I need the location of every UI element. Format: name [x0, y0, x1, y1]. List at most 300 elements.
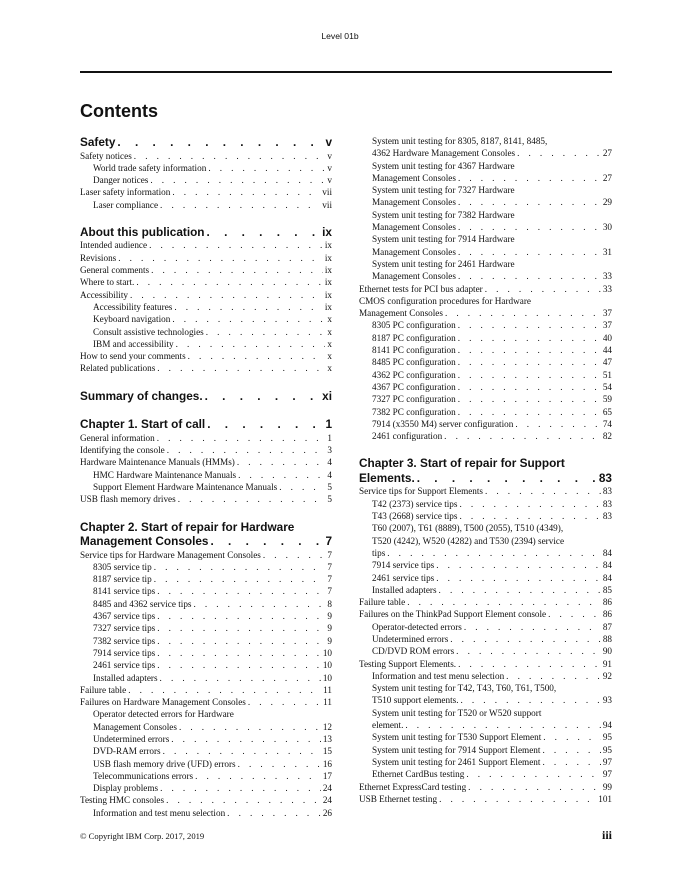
toc-page-number: 15 [322, 746, 332, 757]
toc-page-number: vii [322, 187, 332, 198]
toc-entry-text: 8305 PC configuration [372, 320, 456, 331]
toc-entry-text: IBM and accessibility [93, 338, 174, 349]
toc-entry-text: System unit testing for 7914 Support Element [372, 744, 541, 755]
dot-leader [261, 549, 326, 561]
toc-page-number: 8 [327, 598, 332, 609]
toc-entry[interactable] [80, 696, 332, 708]
toc-entry[interactable] [359, 572, 612, 584]
toc-entry-text: System unit testing for 2461 Support Element [372, 756, 541, 767]
toc-entry[interactable] [80, 469, 332, 481]
dot-leader [206, 162, 325, 174]
dot-leader [155, 362, 325, 374]
toc-page-number: 5 [327, 494, 332, 505]
toc-page-number: 85 [602, 584, 612, 595]
toc-heading[interactable] [80, 389, 332, 404]
toc-entry-text: System unit testing for 4367 Hardware [372, 160, 515, 171]
toc-entry-text: Safety notices [80, 150, 132, 161]
toc-page-number: v [325, 135, 332, 149]
toc-page-number: 13 [322, 733, 332, 744]
toc-entry-text: Service tips for Hardware Management Consoles [80, 549, 261, 560]
dot-leader [155, 585, 325, 597]
toc-page-number: 4 [327, 469, 332, 480]
toc-entry[interactable] [359, 731, 612, 743]
toc-column-right [359, 135, 612, 805]
toc-page-number: 10 [322, 647, 332, 658]
toc-entry-text: System unit testing for T530 Support Element [372, 732, 542, 743]
dot-leader [116, 252, 323, 264]
dot-leader [246, 696, 321, 708]
dot-leader [203, 389, 321, 404]
toc-page-number: 97 [602, 769, 612, 780]
toc-page-number: 59 [602, 394, 612, 405]
toc-entry-text: World trade safety information [93, 162, 207, 173]
dot-leader [115, 135, 323, 150]
toc-entry[interactable] [359, 430, 612, 442]
toc-entry-text: Keyboard navigation [93, 314, 171, 325]
dot-leader [456, 381, 601, 393]
dot-leader [456, 332, 601, 344]
toc-entry[interactable] [80, 733, 332, 745]
dot-leader [456, 270, 601, 282]
dot-leader [540, 756, 600, 768]
toc-entry[interactable] [359, 295, 612, 320]
toc-entry-text: 2461 configuration [372, 431, 443, 442]
toc-entry[interactable] [80, 362, 332, 374]
toc-entry-text: Ethernet tests for PCI bus adapter [359, 283, 483, 294]
toc-page-number: 94 [602, 720, 612, 731]
toc-entry-text: System unit testing for 7914 Hardware [372, 234, 515, 245]
toc-page-number: 83 [598, 470, 612, 485]
toc-entry[interactable] [80, 585, 332, 597]
toc-entry-text: 4367 service tips [93, 611, 156, 622]
dot-leader [186, 350, 326, 362]
toc-page-number: 37 [602, 308, 612, 319]
toc-entry-text: Service tips for Support Elements [359, 486, 484, 497]
toc-column-left [80, 135, 332, 819]
toc-page-number: 44 [602, 345, 612, 356]
dot-leader [437, 584, 601, 596]
toc-entry[interactable] [359, 658, 612, 670]
dot-leader [459, 694, 601, 706]
toc-page-number: x [327, 314, 332, 325]
toc-page-number: 27 [602, 148, 612, 159]
toc-entry-text: 7914 (x3550 M4) server configuration [372, 418, 514, 429]
toc-entry-text: Laser safety information [80, 187, 171, 198]
toc-entry[interactable] [359, 319, 612, 331]
toc-page-number: 11 [323, 697, 332, 708]
toc-page-number: 17 [322, 770, 332, 781]
dot-leader [176, 493, 326, 505]
toc-entry-text: 8485 and 4362 service tips [93, 598, 192, 609]
toc-entry-text: How to send your comments [80, 351, 186, 362]
toc-entry-text: 4362 Hardware Management Consoles [372, 148, 516, 159]
dot-leader [149, 264, 323, 276]
toc-entry[interactable] [359, 621, 612, 633]
toc-entry-text: Intended audience [80, 240, 148, 251]
dot-leader [169, 733, 321, 745]
toc-entry[interactable] [359, 406, 612, 418]
toc-page-number: 82 [602, 431, 612, 442]
toc-entry[interactable] [359, 160, 612, 185]
toc-page-number: 51 [602, 369, 612, 380]
toc-page-number: 12 [322, 721, 332, 732]
toc-entry-text: Operator-detected errors [372, 621, 462, 632]
dot-leader [515, 147, 601, 159]
toc-page-number: 84 [602, 572, 612, 583]
toc-entry[interactable] [80, 659, 332, 671]
toc-entry[interactable] [80, 186, 332, 198]
dot-leader [456, 393, 601, 405]
toc-entry-text: T60 (2007), T61 (8889), T500 (2055), T510 (4349), [372, 523, 564, 534]
toc-page-number: 87 [602, 621, 612, 632]
dot-leader [466, 781, 601, 793]
toc-page-number: 7 [325, 534, 332, 549]
toc-page-number: 16 [322, 758, 332, 769]
toc-entry[interactable] [80, 782, 332, 794]
toc-entry[interactable] [359, 369, 612, 381]
toc-page-number: 10 [322, 660, 332, 671]
dot-leader [456, 319, 601, 331]
toc-heading[interactable] [80, 135, 332, 150]
dot-leader [483, 283, 601, 295]
toc-entry-text: Management Consoles [372, 271, 456, 282]
toc-entry[interactable] [359, 682, 612, 707]
page-number: iii [601, 828, 612, 842]
toc-entry-text: System unit testing for T42, T43, T60, T61, T500, [372, 683, 557, 694]
toc-page-number: x [327, 338, 332, 349]
toc-page-number: 9 [327, 611, 332, 622]
toc-page-number: ix [324, 240, 332, 251]
toc-page-number: x [327, 326, 332, 337]
dot-leader [405, 596, 601, 608]
toc-entry-text: Management Consoles [359, 308, 443, 319]
toc-page-number: 40 [602, 332, 612, 343]
page-title: Contents [80, 101, 158, 121]
toc-entry-text: 7327 service tips [93, 623, 156, 634]
toc-entry[interactable] [80, 672, 332, 684]
toc-entry[interactable] [359, 768, 612, 780]
toc-entry[interactable] [80, 174, 332, 186]
toc-entry[interactable] [80, 647, 332, 659]
dot-leader [456, 369, 601, 381]
dot-leader [148, 174, 325, 186]
toc-page-number: v [327, 162, 332, 173]
toc-page-number: 86 [602, 597, 612, 608]
toc-entry-text: System unit testing for T520 or W520 support [372, 707, 542, 718]
toc-entry[interactable] [80, 252, 332, 264]
toc-page-number: ix [322, 224, 332, 239]
toc-entry-text: Management Consoles [372, 246, 456, 257]
toc-entry[interactable] [80, 481, 332, 493]
toc-entry-text: System unit testing for 2461 Hardware [372, 258, 515, 269]
dot-leader [204, 326, 326, 338]
dot-leader [504, 670, 601, 682]
toc-entry-text: Failures on Hardware Management Consoles [80, 697, 246, 708]
dot-leader [540, 744, 600, 756]
toc-page-number: xi [322, 388, 332, 403]
dot-leader [155, 635, 325, 647]
toc-page-number: 3 [327, 445, 332, 456]
toc-entry-text: General comments [80, 265, 150, 276]
dot-leader [170, 313, 325, 325]
toc-entry[interactable] [359, 258, 612, 283]
dot-leader [456, 658, 601, 670]
dot-leader [456, 196, 601, 208]
toc-entry-text: Chapter 2. Start of repair for Hardware [80, 519, 295, 534]
dot-leader [208, 534, 323, 549]
toc-entry-text: Summary of changes. [80, 388, 203, 403]
toc-heading[interactable] [80, 520, 332, 549]
toc-page-number: 27 [602, 172, 612, 183]
toc-entry[interactable] [359, 596, 612, 608]
toc-entry-text: Danger notices [93, 175, 149, 186]
toc-page-number: 4 [327, 457, 332, 468]
dot-leader [448, 633, 601, 645]
toc-page-number: 10 [322, 672, 332, 683]
toc-entry[interactable] [80, 561, 332, 573]
toc-entry[interactable] [80, 622, 332, 634]
toc-entry-text: Safety [80, 135, 116, 149]
toc-page-number: 30 [602, 222, 612, 233]
toc-entry-text: Installed adapters [93, 672, 158, 683]
toc-entry-text: element. [372, 720, 404, 731]
toc-page-number: 90 [602, 646, 612, 657]
dot-leader [177, 721, 321, 733]
toc-entry[interactable] [80, 573, 332, 585]
toc-page-number: 93 [602, 695, 612, 706]
toc-entry-text: USB flash memory drives [80, 494, 176, 505]
toc-page-number: 47 [602, 357, 612, 368]
toc-page-number: 97 [602, 756, 612, 767]
dot-leader [415, 471, 597, 486]
toc-entry[interactable] [80, 264, 332, 276]
toc-entry-text: System unit testing for 7327 Hardware [372, 185, 515, 196]
toc-page-number: 95 [602, 744, 612, 755]
dot-leader [437, 793, 596, 805]
toc-page-number: x [327, 351, 332, 362]
toc-entry-text: Where to start. [80, 277, 135, 288]
toc-page-number: 33 [602, 283, 612, 294]
dot-leader [403, 719, 600, 731]
dot-leader [155, 610, 325, 622]
dot-leader [161, 745, 321, 757]
toc-entry-text: USB Ethernet testing [359, 793, 438, 804]
toc-entry[interactable] [359, 344, 612, 356]
dot-leader [385, 547, 601, 559]
toc-entry[interactable] [359, 793, 612, 805]
toc-entry[interactable] [359, 485, 612, 497]
toc-entry[interactable] [359, 645, 612, 657]
running-header: Level 01b [321, 31, 359, 41]
toc-entry[interactable] [359, 559, 612, 571]
toc-entry-text: Management Consoles [93, 721, 177, 732]
toc-entry[interactable] [359, 744, 612, 756]
toc-entry[interactable] [80, 326, 332, 338]
dot-leader [456, 406, 601, 418]
toc-entry[interactable] [359, 184, 612, 209]
toc-page-number: 65 [602, 406, 612, 417]
toc-page-number: 24 [322, 795, 332, 806]
dot-leader [158, 782, 321, 794]
dot-leader [205, 417, 323, 432]
toc-entry[interactable] [359, 781, 612, 793]
toc-page-number: 7 [327, 549, 332, 560]
toc-entry[interactable] [80, 708, 332, 733]
toc-entry-text: T42 (2373) service tips [372, 498, 458, 509]
toc-entry-text: Hardware Maintenance Manuals (HMMs) [80, 457, 235, 468]
toc-entry[interactable] [359, 332, 612, 344]
toc-entry[interactable] [359, 209, 612, 234]
toc-entry-text: 8485 PC configuration [372, 357, 456, 368]
toc-entry[interactable] [80, 758, 332, 770]
toc-entry-text: System unit testing for 8305, 8187, 8141, 8485, [372, 136, 548, 146]
toc-entry-text: Elements. [359, 470, 415, 485]
toc-entry-text: 8305 service tip [93, 561, 152, 572]
toc-page-number: v [327, 150, 332, 161]
toc-entry[interactable] [80, 610, 332, 622]
toc-entry[interactable] [359, 522, 612, 559]
toc-entry[interactable] [80, 289, 332, 301]
toc-entry[interactable] [80, 456, 332, 468]
dot-leader [158, 672, 321, 684]
toc-entry-text: Information and test menu selection [93, 807, 226, 818]
toc-entry[interactable] [359, 633, 612, 645]
toc-entry[interactable] [80, 301, 332, 313]
toc-entry-text: System unit testing for 7382 Hardware [372, 209, 515, 220]
dot-leader [456, 221, 601, 233]
toc-entry[interactable] [80, 807, 332, 819]
toc-entry-text: CMOS configuration procedures for Hardware [359, 295, 531, 306]
toc-entry[interactable] [359, 498, 612, 510]
toc-entry[interactable] [359, 356, 612, 368]
toc-entry[interactable] [359, 233, 612, 258]
toc-entry-text: Failure table [359, 597, 406, 608]
toc-entry[interactable] [359, 393, 612, 405]
toc-entry-text: tips [372, 547, 386, 558]
toc-page-number: 54 [602, 381, 612, 392]
toc-heading[interactable] [80, 225, 332, 240]
toc-entry-text: Accessibility features [93, 301, 173, 312]
toc-entry-text: T43 (2668) service tips [372, 511, 458, 522]
toc-entry[interactable] [80, 162, 332, 174]
toc-page-number: 7 [327, 561, 332, 572]
toc-entry[interactable] [80, 444, 332, 456]
toc-entry[interactable] [359, 608, 612, 620]
toc-page-number: vii [322, 199, 332, 210]
toc-entry[interactable] [359, 135, 612, 160]
toc-entry-text: 2461 service tips [93, 660, 156, 671]
toc-heading[interactable] [80, 417, 332, 432]
toc-entry-text: Operator detected errors for Hardware [93, 709, 234, 720]
toc-page-number: ix [324, 289, 332, 300]
toc-entry-text: Telecommunications errors [93, 770, 194, 781]
toc-page-number: 92 [602, 670, 612, 681]
dot-leader [546, 608, 601, 620]
dot-leader [126, 684, 321, 696]
dot-leader [236, 758, 321, 770]
toc-entry-text: Testing HMC consoles [80, 795, 165, 806]
toc-entry[interactable] [80, 150, 332, 162]
toc-entry[interactable] [80, 432, 332, 444]
toc-heading[interactable] [359, 456, 612, 485]
toc-page-number: x [327, 363, 332, 374]
toc-entry[interactable] [80, 350, 332, 362]
toc-entry[interactable] [80, 684, 332, 696]
toc-entry-text: Revisions [80, 252, 117, 263]
toc-entry[interactable] [80, 276, 332, 288]
toc-page-number: 86 [602, 609, 612, 620]
toc-entry[interactable] [80, 239, 332, 251]
toc-page-number: 24 [322, 783, 332, 794]
dot-leader [483, 485, 601, 497]
dot-leader [147, 239, 323, 251]
dot-leader [434, 559, 601, 571]
toc-entry[interactable] [80, 199, 332, 211]
toc-entry-text: Consult assistive technologies [93, 326, 204, 337]
toc-entry-text: Support Element Hardware Maintenance Manuals [93, 481, 278, 492]
toc-entry[interactable] [359, 510, 612, 522]
dot-leader [193, 770, 321, 782]
toc-page-number: 29 [602, 197, 612, 208]
toc-entry[interactable] [80, 745, 332, 757]
toc-entry-text: 7914 service tips [93, 647, 156, 658]
toc-page-number: 7 [327, 574, 332, 585]
toc-entry-text: DVD-RAM errors [93, 746, 161, 757]
dot-leader [442, 430, 601, 442]
toc-page-number: 37 [602, 320, 612, 331]
toc-entry[interactable] [80, 635, 332, 647]
toc-entry[interactable] [359, 707, 612, 732]
toc-entry[interactable] [80, 770, 332, 782]
toc-entry[interactable] [80, 493, 332, 505]
toc-page-number: ix [324, 265, 332, 276]
toc-entry[interactable] [359, 418, 612, 430]
toc-entry[interactable] [359, 584, 612, 596]
toc-entry-text: Undetermined errors [93, 733, 170, 744]
toc-page-number: 74 [602, 418, 612, 429]
toc-entry[interactable] [359, 756, 612, 768]
toc-page-number: 95 [602, 732, 612, 743]
toc-entry[interactable] [80, 338, 332, 350]
dot-leader [235, 456, 326, 468]
toc-entry-text: 7914 service tips [372, 560, 435, 571]
toc-entry-text: Management Consoles [80, 534, 209, 549]
toc-entry-text: Undetermined errors [372, 633, 449, 644]
toc-entry[interactable] [80, 313, 332, 325]
toc-entry-text: About this publication [80, 224, 205, 239]
dot-leader [456, 356, 601, 368]
dot-leader [155, 432, 326, 444]
toc-page-number: 26 [322, 807, 332, 818]
toc-entry-text: General information [80, 432, 155, 443]
toc-entry[interactable] [80, 598, 332, 610]
toc-page-number: 88 [602, 633, 612, 644]
dot-leader [457, 510, 600, 522]
toc-entry[interactable] [359, 670, 612, 682]
dot-leader [170, 186, 320, 198]
toc-entry[interactable] [359, 283, 612, 295]
toc-entry[interactable] [359, 381, 612, 393]
dot-leader [192, 598, 326, 610]
dot-leader [456, 246, 601, 258]
toc-entry[interactable] [80, 549, 332, 561]
dot-leader [155, 647, 321, 659]
dot-leader [128, 289, 323, 301]
toc-entry-text: 8187 service tip [93, 574, 152, 585]
toc-entry[interactable] [80, 794, 332, 806]
dot-leader [155, 659, 321, 671]
toc-page-number: 5 [327, 481, 332, 492]
